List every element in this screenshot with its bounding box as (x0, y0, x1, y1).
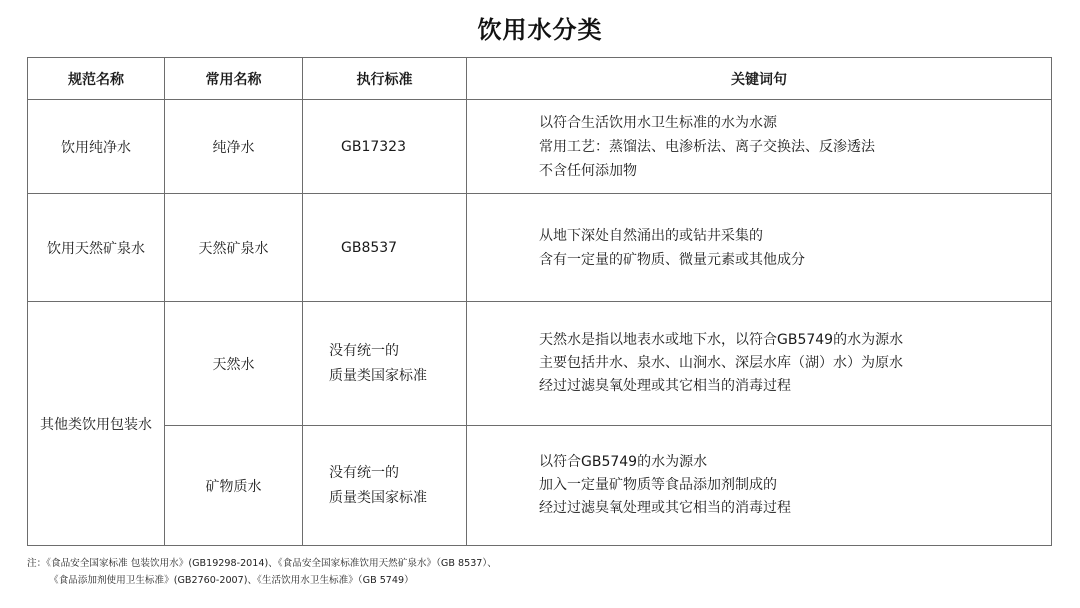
keyword-line: 不含任何添加物 (539, 162, 637, 179)
standard-line: 没有统一的 (329, 464, 399, 481)
keyword-line: 天然水是指以地表水或地下水，以符合GB5749的水为源水 (539, 332, 904, 348)
header-standard: 执行标准 (303, 58, 467, 100)
footnote-line: 《食品添加剂使用卫生标准》(GB2760-2007)、《生活饮用水卫生标准》（GB 5749） (49, 575, 414, 586)
common-name-cell: 矿物质水 (165, 426, 303, 546)
keywords-cell (467, 194, 1052, 302)
keyword-line: 以符合生活饮用水卫生标准的水为水源 (539, 114, 777, 131)
table-row (28, 302, 1052, 426)
standard-line: 质量类国家标准 (329, 367, 427, 384)
header-keywords: 关键词句 (467, 58, 1052, 100)
table-row (28, 100, 1052, 194)
table-row (28, 194, 1052, 302)
category-cell: 饮用天然矿泉水 (28, 194, 165, 302)
standard-cell: GB17323 (303, 100, 467, 194)
header-common-name: 常用名称 (165, 58, 303, 100)
keywords-cell (467, 100, 1052, 194)
keyword-line: 从地下深处自然涌出的或钻井采集的 (539, 227, 763, 244)
keyword-line: 以符合GB5749的水为源水 (539, 454, 708, 470)
standard-cell (303, 302, 467, 426)
table-row (28, 426, 1052, 546)
header-row (28, 58, 1052, 100)
standard-line: 质量类国家标准 (329, 489, 427, 506)
keywords-cell (467, 302, 1052, 426)
keyword-line: 主要包括井水、泉水、山涧水、深层水库（湖）水）为原水 (539, 355, 903, 371)
footnote-line: 注：《食品安全国家标准 包装饮用水》(GB19298-2014)、《食品安全国家标准饮用天然矿泉水》（GB 8537）、 (27, 558, 497, 569)
common-name-cell: 天然矿泉水 (165, 194, 303, 302)
keyword-line: 经过过滤臭氧处理或其它相当的消毒过程 (539, 500, 791, 516)
keyword-line: 经过过滤臭氧处理或其它相当的消毒过程 (539, 378, 791, 394)
standard-cell: GB8537 (303, 194, 467, 302)
keyword-line: 含有一定量的矿物质、微量元素或其他成分 (539, 251, 805, 268)
keywords-cell (467, 426, 1052, 546)
category-cell: 饮用纯净水 (28, 100, 165, 194)
keyword-line: 加入一定量矿物质等食品添加剂制成的 (539, 477, 777, 493)
standard-line: 没有统一的 (329, 342, 399, 359)
common-name-cell: 天然水 (165, 302, 303, 426)
standard-cell (303, 426, 467, 546)
header-category: 规范名称 (28, 58, 165, 100)
category-cell: 其他类饮用包装水 (28, 302, 165, 546)
common-name-cell: 纯净水 (165, 100, 303, 194)
page-title: 饮用水分类 (477, 16, 603, 44)
keyword-line: 常用工艺：蒸馏法、电渗析法、离子交换法、反渗透法 (539, 138, 875, 155)
water-classification-table (27, 57, 1052, 546)
